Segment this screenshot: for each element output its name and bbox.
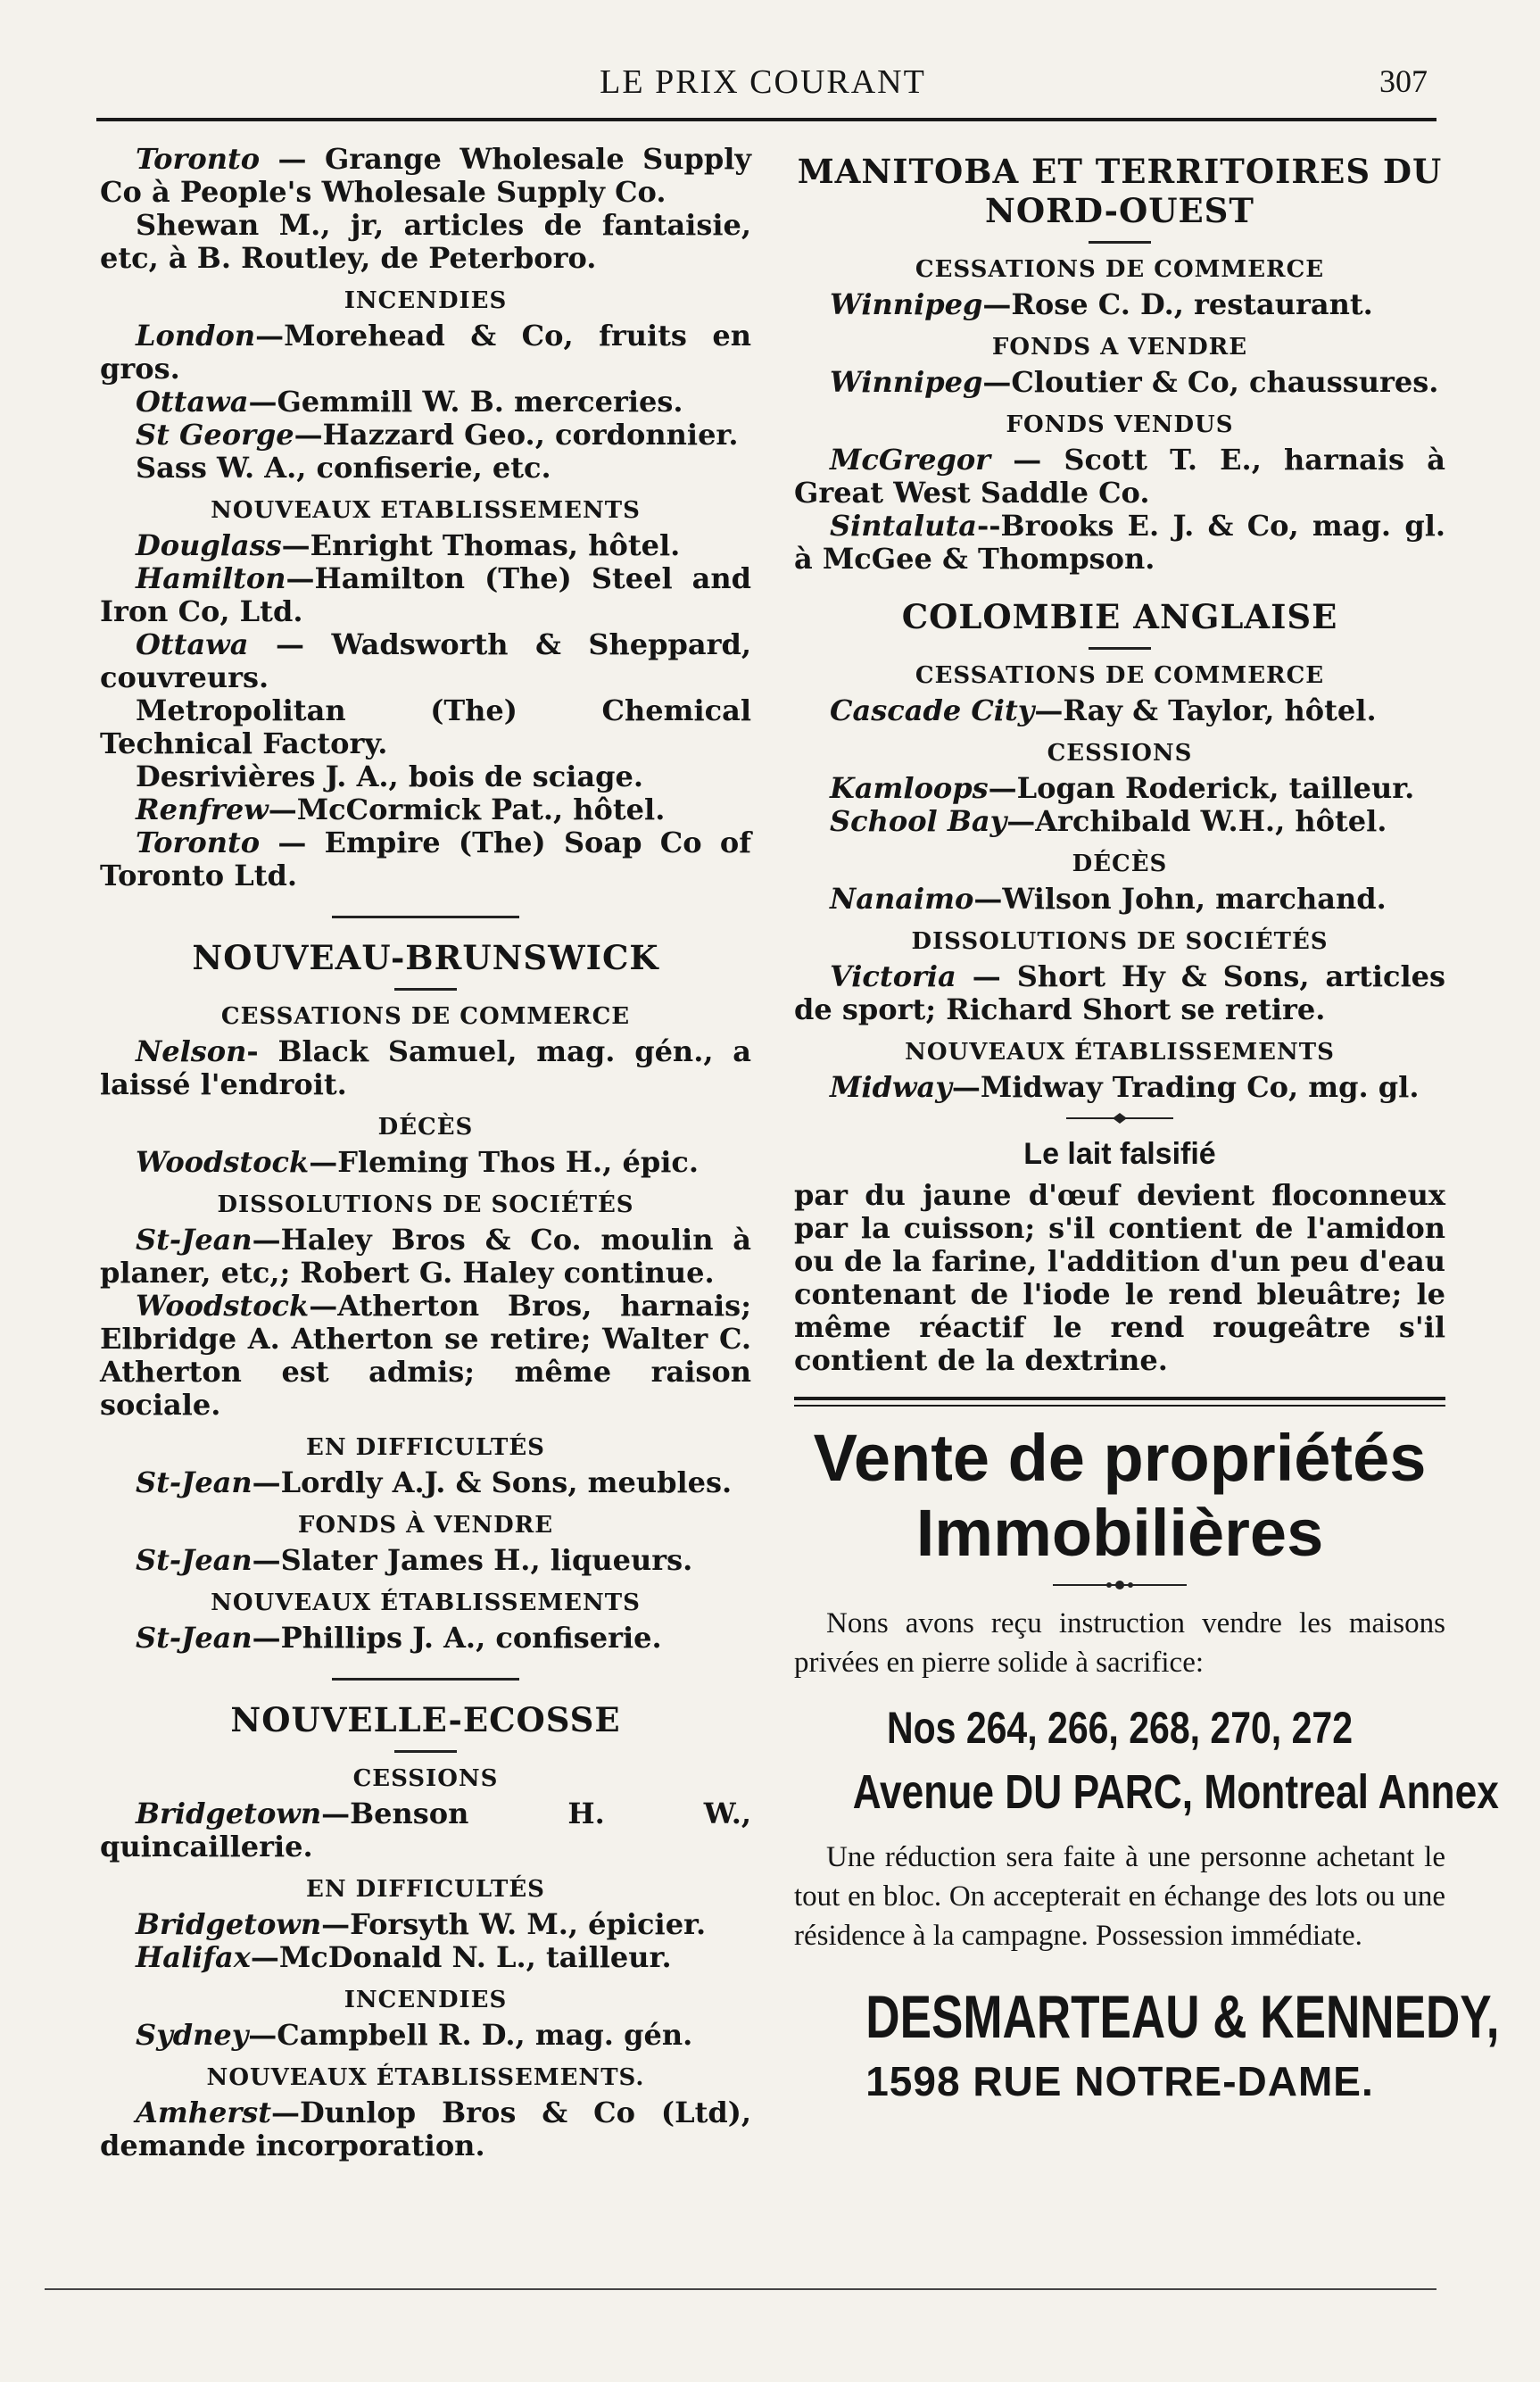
ad-address: 1598 RUE NOTRE-DAME.: [865, 2058, 1374, 2104]
entry: [100, 1941, 751, 1974]
entry: [100, 419, 751, 452]
ad-title-line2: Immobilières: [915, 1496, 1324, 1570]
heading-nb-nouveaux: NOUVEAUX ÉTABLISSEMENTS: [211, 1589, 641, 1616]
entry-place: Nanaimo: [830, 882, 974, 916]
c-cessations-list: [794, 694, 1445, 727]
entry-text: —Fleming Thos H., épic.: [309, 1145, 699, 1179]
section-manitoba: MANITOBA ET TERRITOIRES DU NORD-OUEST: [797, 152, 1443, 230]
entry-text: —Archibald W.H., hôtel.: [1006, 804, 1387, 838]
heading-c-deces: DÉCÈS: [1072, 851, 1168, 877]
entry-place: St-Jean: [136, 1543, 253, 1577]
ad-house-numbers: Nos 264, 266, 268, 270, 272: [886, 1703, 1354, 1753]
ornament-dots-icon: [1053, 1579, 1187, 1591]
ne-cessions-list: [100, 1797, 751, 1863]
entry-place: Amherst: [136, 2096, 271, 2129]
entry-place: Kamloops: [830, 771, 989, 805]
entry-text: Sass W. A., confiserie, etc.: [136, 451, 551, 485]
entry-text: —Campbell R. D., mag. gén.: [248, 2018, 693, 2052]
ad-title-line1: Vente de propriétés: [813, 1421, 1427, 1495]
entry: [100, 529, 751, 562]
entry-place: Sintaluta: [830, 509, 977, 543]
heading-nb-fonds-a-vendre: FONDS À VENDRE: [297, 1512, 554, 1539]
entry-place: Nelson: [136, 1034, 247, 1068]
entry-text: —Hamilton (The) Steel and Iron Co, Ltd.: [100, 561, 751, 628]
m-fonds-vendus-list: [794, 444, 1445, 576]
entry-place: School Bay: [830, 804, 1007, 838]
heading-m-fonds-vendus: FONDS VENDUS: [1006, 411, 1234, 438]
entry-place: Bridgetown: [136, 1907, 322, 1941]
entry-text: — Short Hy & Sons, articles de sport; Richard Short se retire.: [794, 959, 1445, 1026]
heading-nb-deces: DÉCÈS: [377, 1114, 474, 1141]
entry-place: St-Jean: [136, 1621, 253, 1655]
entry-text: - Black Samuel, mag. gén., a laissé l'endroit.: [100, 1034, 751, 1101]
entry-place: Cascade City: [830, 693, 1035, 727]
ornament-divider: [794, 1111, 1445, 1128]
entry: [100, 760, 751, 793]
ne-incendies-list: [100, 2019, 751, 2052]
entry-text: —Ray & Taylor, hôtel.: [1034, 693, 1377, 727]
section-colombie-anglaise: COLOMBIE ANGLAISE: [901, 597, 1338, 636]
entry-text: —Phillips J. A., confiserie.: [252, 1621, 662, 1655]
entry-text: —Midway Trading Co, mg. gl.: [951, 1070, 1420, 1104]
entry-text: —Rose C. D., restaurant.: [982, 287, 1373, 321]
ornament-diamond-icon: [1066, 1112, 1173, 1125]
ad-avenue: Avenue DU PARC, Montreal Annex: [852, 1765, 1499, 1819]
heading-ne-incendies: INCENDIES: [344, 1987, 508, 2013]
header-rule: [96, 118, 1437, 121]
entry: [100, 1146, 751, 1179]
heading-ne-cessions: CESSIONS: [352, 1765, 499, 1792]
nb-nouveaux-list: [100, 1622, 751, 1655]
entry: [794, 772, 1445, 805]
entry-place: Sydney: [136, 2018, 249, 2052]
entry: [100, 386, 751, 419]
heading-ne-nouveaux: NOUVEAUX ÉTABLISSEMENTS.: [206, 2064, 645, 2091]
entry-place: Toronto: [136, 142, 261, 176]
entry-text: —McDonald N. L., tailleur.: [250, 1940, 672, 1974]
entry-place: McGregor: [830, 443, 991, 477]
ad-offer: Une réduction sera faite à une personne achetant le tout en bloc. On accepterait en échange des lots ou une résidence à la campagne. Possession immédiate.: [794, 1841, 1445, 1952]
entry: [794, 694, 1445, 727]
entry-text: Metropolitan (The) Chemical Technical Factory.: [100, 693, 751, 760]
heading-m-cessations: CESSATIONS DE COMMERCE: [915, 256, 1325, 283]
entry-text: —Enright Thomas, hôtel.: [281, 528, 681, 562]
entry-text: —Slater James H., liqueurs.: [252, 1543, 693, 1577]
entry: [100, 826, 751, 892]
dash-rule: [1089, 241, 1151, 244]
dash-rule: [394, 1750, 457, 1753]
ad-intro: Nons avons reçu instruction vendre les maisons privées en pierre solide à sacrifice:: [794, 1607, 1445, 1679]
entry: [100, 694, 751, 760]
entry: [794, 288, 1445, 321]
entry-text: — Scott T. E., harnais à Great West Saddle Co.: [794, 443, 1445, 510]
c-deces-list: [794, 883, 1445, 916]
section-nouveau-brunswick: NOUVEAU-BRUNSWICK: [192, 938, 659, 977]
ne-nouveaux-list: [100, 2096, 751, 2162]
entry-place: St-Jean: [136, 1465, 253, 1499]
entry-place: Douglass: [136, 528, 282, 562]
entry-text: —Morehead & Co, fruits en gros.: [100, 319, 751, 386]
entry: [794, 510, 1445, 576]
journal-title: LE PRIX COURANT: [600, 63, 926, 101]
entry-place: Victoria: [830, 959, 956, 993]
entry-text: —Logan Roderick, tailleur.: [988, 771, 1415, 805]
nb-difficultes-list: [100, 1466, 751, 1499]
entry: [794, 1071, 1445, 1104]
entry-place: Winnipeg: [830, 287, 983, 321]
entry-text: Shewan M., jr, articles de fantaisie, etc, à B. Routley, de Peterboro.: [100, 208, 751, 275]
entry-text: —Cloutier & Co, chaussures.: [982, 365, 1439, 399]
section-nouvelle-ecosse: NOUVELLE-ECOSSE: [230, 1700, 621, 1739]
entry: [100, 1466, 751, 1499]
entry-text: — Wadsworth & Sheppard, couvreurs.: [100, 627, 751, 694]
entry: [794, 366, 1445, 399]
entry-place: Midway: [830, 1070, 952, 1104]
entry-text: —Forsyth W. M., épicier.: [321, 1907, 707, 1941]
c-nouveaux-list: [794, 1071, 1445, 1104]
entry: [100, 1622, 751, 1655]
entry: [794, 805, 1445, 838]
entry-text: — Grange Wholesale Supply Co à People's Wholesale Supply Co.: [100, 142, 751, 209]
section-separator: [332, 916, 519, 918]
entry-place: St George: [136, 418, 294, 452]
ad-firm-name: DESMARTEAU & KENNEDY,: [865, 1983, 1500, 2051]
c-dissolutions-list: [794, 960, 1445, 1026]
real-estate-ad: [794, 1421, 1500, 2105]
heading-nb-difficultes: EN DIFFICULTÉS: [306, 1434, 545, 1461]
entry-place: Woodstock: [136, 1289, 310, 1323]
entry-text: —Lordly A.J. & Sons, meubles.: [252, 1465, 733, 1499]
entry-place: Ottawa: [136, 385, 249, 419]
entry-text: --Brooks E. J. & Co, mag. gl. à McGee & Thompson.: [794, 509, 1445, 576]
entry-place: Ottawa: [136, 627, 249, 661]
entry: [794, 444, 1445, 510]
entry-text: Desrivières J. A., bois de sciage.: [136, 759, 643, 793]
ad-ornament: [794, 1578, 1445, 1595]
entry-place: Bridgetown: [136, 1797, 322, 1830]
ontario-continued: [100, 143, 751, 275]
footer-rule: [45, 2288, 1437, 2290]
entry-place: London: [136, 319, 256, 353]
entry-place: Woodstock: [136, 1145, 310, 1179]
heading-ne-difficultes: EN DIFFICULTÉS: [306, 1876, 545, 1903]
entry-text: —Wilson John, marchand.: [973, 882, 1387, 916]
page-number: 307: [1379, 63, 1428, 99]
entry: [100, 628, 751, 694]
nb-cessations-list: [100, 1035, 751, 1101]
entry: [100, 209, 751, 275]
nb-deces-list: [100, 1146, 751, 1179]
entry-text: —Dunlop Bros & Co (Ltd), demande incorporation.: [100, 2096, 751, 2162]
entry: [794, 883, 1445, 916]
entry: [100, 143, 751, 209]
entry: [100, 320, 751, 386]
entry: [100, 1290, 751, 1422]
m-fonds-a-vendre-list: [794, 366, 1445, 399]
entry-text: —Haley Bros & Co. moulin à planer, etc,; Robert G. Haley continue.: [100, 1223, 751, 1290]
entry-text: —Atherton Bros, harnais; Elbridge A. Atherton se retire; Walter C. Atherton est admis; même raison sociale.: [100, 1289, 751, 1422]
article-body: par du jaune d'œuf devient floconneux par la cuisson; s'il contient de l'amidon ou de la farine, l'addition d'un peu d'eau contenant de l'iode le rend bleuâtre; le même réactif le rend rougeâtre s'il contient de la dextrine.: [794, 1178, 1445, 1377]
entry-place: Hamilton: [136, 561, 286, 595]
heading-incendies: INCENDIES: [344, 287, 508, 314]
heading-c-nouveaux: NOUVEAUX ÉTABLISSEMENTS: [905, 1039, 1335, 1066]
entry: [100, 1224, 751, 1290]
c-cessions-list: [794, 772, 1445, 838]
incendies-list: [100, 320, 751, 485]
dash-rule: [394, 988, 457, 991]
heading-c-cessions: CESSIONS: [1047, 740, 1193, 767]
heading-m-fonds-a-vendre: FONDS A VENDRE: [991, 334, 1248, 361]
heading-c-dissolutions: DISSOLUTIONS DE SOCIÉTÉS: [911, 928, 1329, 955]
entry: [794, 960, 1445, 1026]
entry-text: — Empire (The) Soap Co of Toronto Ltd.: [100, 826, 751, 892]
entry: [100, 1908, 751, 1941]
entry: [100, 1035, 751, 1101]
entry-text: —Gemmill W. B. merceries.: [248, 385, 683, 419]
left-column: [100, 143, 751, 2162]
heading-nb-cessations: CESSATIONS DE COMMERCE: [220, 1003, 631, 1030]
entry: [100, 1544, 751, 1577]
entry: [100, 2096, 751, 2162]
double-rule: [794, 1397, 1445, 1407]
entry-place: Toronto: [136, 826, 261, 859]
entry-place: Winnipeg: [830, 365, 983, 399]
right-column: [794, 143, 1500, 2105]
section-separator: [332, 1678, 519, 1681]
entry: [100, 1797, 751, 1863]
entry: [100, 793, 751, 826]
entry-place: Halifax: [136, 1940, 251, 1974]
entry-text: —McCormick Pat., hôtel.: [268, 793, 666, 826]
nb-dissolutions-list: [100, 1224, 751, 1422]
entry: [100, 2019, 751, 2052]
entry-place: St-Jean: [136, 1223, 253, 1257]
entry: [100, 452, 751, 485]
heading-nb-dissolutions: DISSOLUTIONS DE SOCIÉTÉS: [217, 1191, 634, 1218]
entry-place: Renfrew: [136, 793, 269, 826]
ne-difficultes-list: [100, 1908, 751, 1974]
entry: [100, 562, 751, 628]
page-header: [98, 52, 1428, 114]
heading-nouveaux: NOUVEAUX ETABLISSEMENTS: [211, 497, 641, 524]
dash-rule: [1089, 647, 1151, 650]
nouveaux-list: [100, 529, 751, 892]
entry-text: —Hazzard Geo., cordonnier.: [294, 418, 739, 452]
entry-text: —Benson H. W., quincaillerie.: [100, 1797, 751, 1863]
heading-c-cessations: CESSATIONS DE COMMERCE: [915, 662, 1325, 689]
nb-fonds-a-vendre-list: [100, 1544, 751, 1577]
m-cessations-list: [794, 288, 1445, 321]
article-title: Le lait falsifié: [1023, 1137, 1216, 1171]
